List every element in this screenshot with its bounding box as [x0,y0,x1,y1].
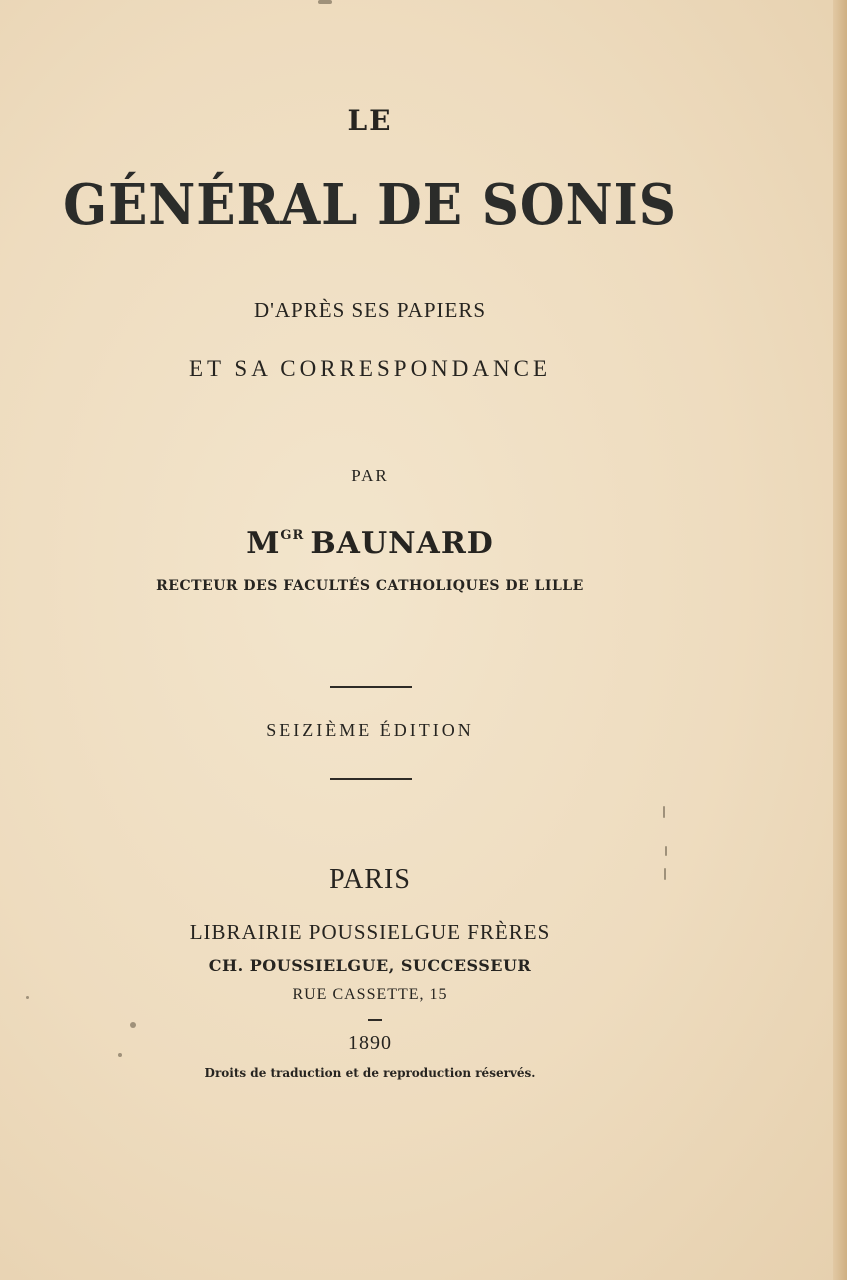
paper-speck [118,1053,122,1057]
edition-label: SEIZIÈME ÉDITION [266,720,474,740]
page-edge-shadow [833,0,847,1280]
publisher-successor: CH. POUSSIELGUE, SUCCESSEUR [208,956,532,975]
rights-notice: Droits de traduction et de reproduction réservés. [204,1066,536,1080]
main-title: GÉNÉRAL DE SONIS [63,172,677,238]
subtitle-line-2: ET SA CORRESPONDANCE [188,356,552,381]
author-line [0,526,740,561]
paper-speck [318,0,332,4]
publisher-name: LIBRAIRIE POUSSIELGUE FRÈRES [189,920,551,944]
divider-dash [368,1019,382,1021]
paper-speck [665,846,667,856]
author-position: RECTEUR DES FACULTÉS CATHOLIQUES DE LILLE [156,578,584,594]
divider-rule-bottom [330,778,412,780]
publisher-address: RUE CASSETTE, 15 [292,986,448,1003]
subtitle-line-1: D'APRÈS SES PAPIERS [253,298,487,322]
publication-city: PARIS [329,864,411,895]
title-article: LE [347,104,393,137]
divider-rule-top [330,686,412,688]
publication-year: 1890 [348,1032,392,1054]
author-name: BAUNARD [310,526,494,561]
author-honorific: M [246,526,281,561]
paper-speck [130,1022,136,1028]
author-honorific-superscript: GR [280,528,305,543]
paper-speck [663,806,665,818]
paper-speck [26,996,29,999]
by-label: PAR [351,466,389,485]
paper-speck [664,868,666,880]
